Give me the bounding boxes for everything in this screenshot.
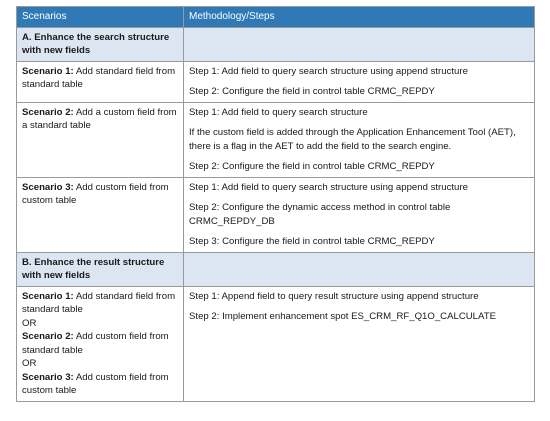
header-methodology: Methodology/Steps	[184, 7, 535, 28]
step-text: Step 2: Implement enhancement spot ES_CRM_RF_Q1O_CALCULATE	[189, 311, 496, 322]
scenario-cell	[17, 286, 184, 401]
scenario-label: Scenario 3:	[22, 371, 74, 383]
steps-cell	[184, 286, 535, 401]
scenario-label: Scenario 1:	[22, 65, 74, 77]
steps-cell	[184, 61, 535, 102]
scenario-text: Add custom field from standard table	[22, 331, 169, 356]
table-header-row	[17, 7, 535, 28]
scenario-label: Scenario 2:	[22, 331, 74, 342]
scenario-text: Add standard field from standard table	[22, 65, 176, 90]
section-a-empty	[184, 27, 535, 61]
step-text: Step 1: Add field to query search structure using append structure	[189, 181, 468, 193]
step-text: Step 1: Append field to query result structure using append structure	[189, 290, 479, 302]
section-b-empty	[184, 252, 535, 286]
table-row	[17, 177, 535, 252]
section-b-title: B. Enhance the result structure with new fields	[17, 252, 184, 286]
or-text: OR	[22, 358, 37, 369]
steps-cell	[184, 102, 535, 177]
section-a-row	[17, 27, 535, 61]
scenario-cell	[17, 177, 184, 252]
scenario-text: Add a custom field from a standard table	[22, 106, 177, 131]
section-b-row	[17, 252, 535, 286]
table-row	[17, 61, 535, 102]
step-text: Step 3: Configure the field in control table CRMC_REPDY	[189, 236, 435, 247]
step-text: Step 2: Configure the field in control table CRMC_REPDY	[189, 161, 435, 172]
table-row	[17, 286, 535, 401]
scenario-text: Add custom field from custom table	[22, 181, 169, 206]
scenario-cell	[17, 61, 184, 102]
scenario-label: Scenario 2:	[22, 106, 74, 118]
or-text: OR	[22, 317, 37, 329]
step-note: If the custom field is added through the Application Enhancement Tool (AET), there is a flag in the AET to add the field to the search engine.	[189, 127, 516, 152]
scenario-text: Add custom field from custom table	[22, 371, 169, 396]
steps-cell	[184, 177, 535, 252]
step-text: Step 1: Add field to query search structure using append structure	[189, 65, 468, 77]
methodology-table	[16, 6, 535, 402]
step-text: Step 2: Configure the field in control table CRMC_REPDY	[189, 86, 435, 97]
section-a-title: A. Enhance the search structure with new fields	[17, 27, 184, 61]
header-scenarios: Scenarios	[17, 7, 184, 28]
step-text: Step 1: Add field to query search structure	[189, 106, 368, 118]
scenario-text: Add standard field from standard table	[22, 290, 176, 315]
step-text: Step 2: Configure the dynamic access method in control table CRMC_REPDY_DB	[189, 202, 451, 227]
scenario-label: Scenario 1:	[22, 290, 74, 302]
scenario-cell	[17, 102, 184, 177]
scenario-label: Scenario 3:	[22, 181, 74, 193]
table-row	[17, 102, 535, 177]
